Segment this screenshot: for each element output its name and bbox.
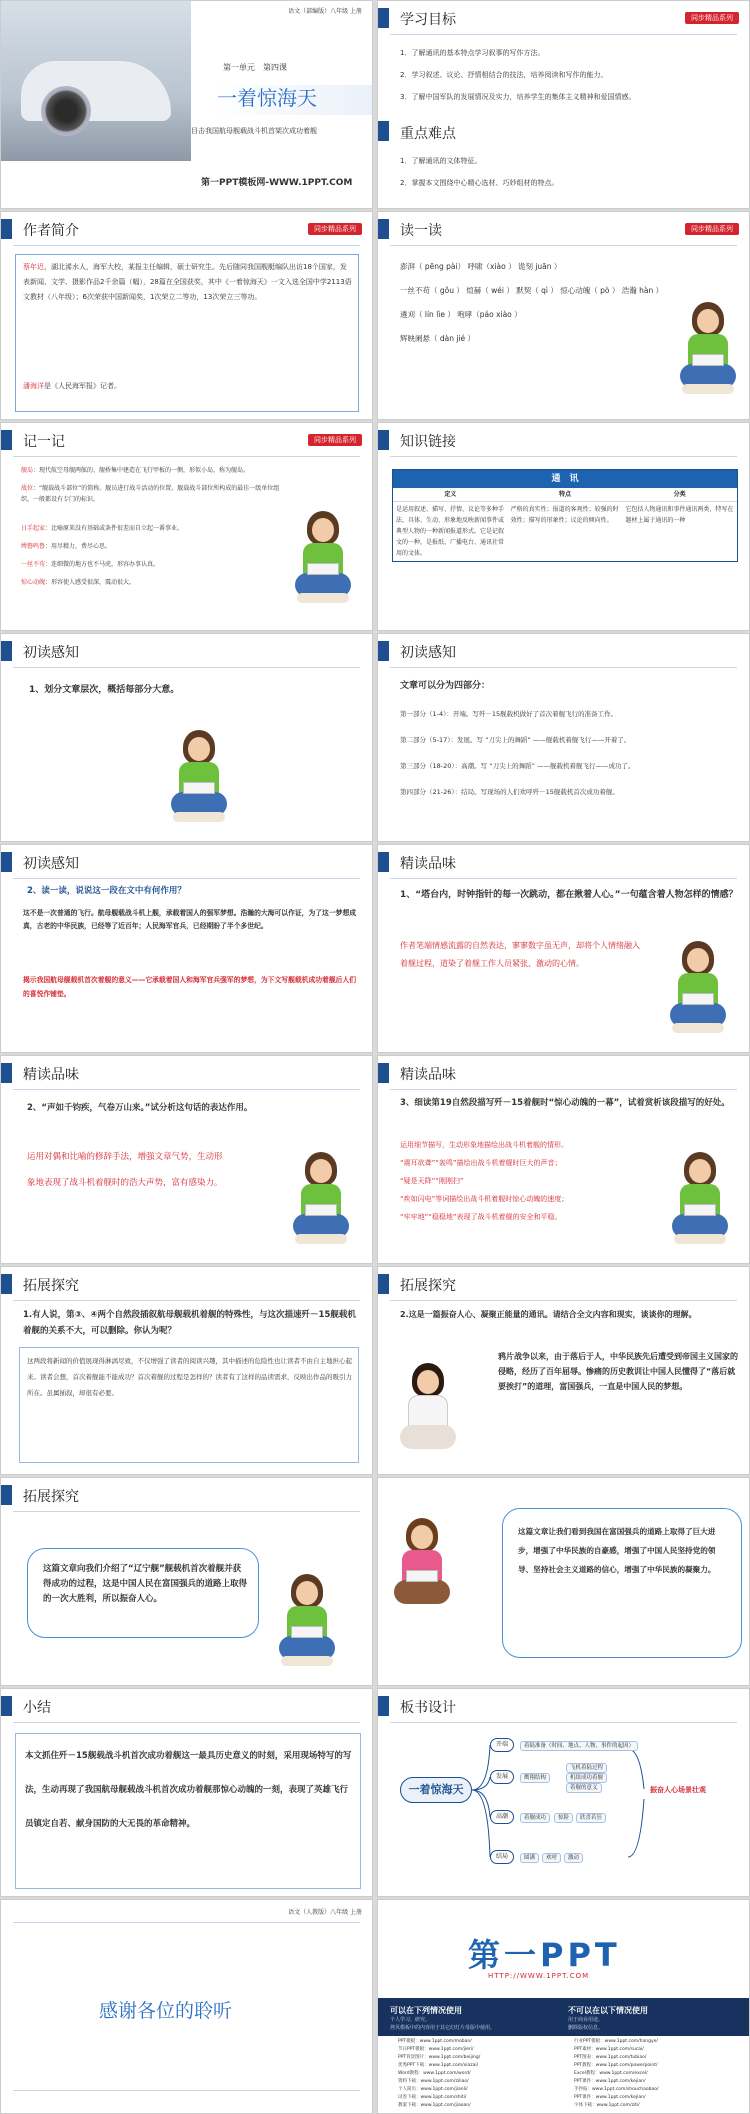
link-left-4[interactable]: 优秀PPT下载：www.1ppt.com/xiazai/: [398, 2063, 479, 2068]
slide-author[interactable]: [0, 211, 373, 420]
slide-title-text: 初读感知: [23, 856, 79, 872]
slide-title-text: 精读品味: [400, 1067, 456, 1083]
link-right-7[interactable]: 手抄报：www.1ppt.com/shouchaobao/: [574, 2087, 659, 2092]
cell-features: 严格的真实性；报道的客观性；较强的时效性；描写的形象性；议论的倾向性。: [510, 506, 619, 524]
can-title: 可以在下列情况使用: [390, 2006, 462, 2015]
airplane-photo: [1, 1, 191, 161]
leaf-climax-3: 欣喜若狂: [576, 1813, 606, 1823]
girl-reading-illustration: [670, 1152, 730, 1252]
part-2: 第二部分（5-17）：发展。写 “刀尖上的舞蹈” ——舰载机着舰飞行——开着了。: [400, 736, 631, 744]
col-definition: 定义: [444, 491, 457, 498]
question-text: 2、“声如千钧疾，气卷万山来。”试分析这句话的表达作用。: [27, 1103, 253, 1113]
goal-3: 3．了解中国军队的发展情况及实力，培养学生的集体主义精神和爱国情感。: [400, 93, 636, 101]
slide-first-read-3[interactable]: [0, 844, 373, 1053]
link-right-9[interactable]: 字体下载：www.1ppt.com/ziti/: [574, 2103, 640, 2108]
lesson-subtitle: 目击我国航母舰载战斗机首架次成功着舰: [191, 127, 317, 135]
bio-text: [23, 260, 353, 305]
question-text: 3、细读第19自然段描写歼－15着舰时“惊心动魄的一幕”，试着赏析该段描写的好处。: [400, 1098, 730, 1108]
analysis-3: “疑是天降”“刚刚扫”: [400, 1177, 464, 1185]
answer-text: 运用对偶和比喻的修辞手法，增强文章气势，生动形象地表现了战斗机着舰时的浩大声势，富有感染力。: [27, 1152, 223, 1188]
slide-title-text: 记一记: [23, 434, 65, 450]
link-right-3[interactable]: PPT图表：www.1ppt.com/tubiao/: [574, 2055, 647, 2060]
pinyin-line-4: 辉映阑悬（ dàn jié ）: [400, 334, 476, 343]
slide-header: [1, 1267, 372, 1301]
header-divider: [390, 456, 737, 457]
can-2: 拷贝模板中的内容用于其它幻灯片母版中使用。: [390, 2025, 496, 2031]
leaf-start: 着陆准备（时间、地点、人物、事件的起因）: [520, 1741, 638, 1751]
pinyin-line-1: 澎湃（ pēng pài） 呼啸（xiào ） 诡刻 juān ）: [400, 262, 562, 271]
question-text: 1、划分文章层次，概括每部分大意。: [29, 685, 180, 695]
term-5: 一丝不苟：连细微的地方也不马虎，形容办事认真。: [21, 561, 160, 568]
link-left-7[interactable]: 个人简历：www.1ppt.com/jianli/: [398, 2087, 468, 2092]
header-divider: [13, 1511, 360, 1512]
slide-header: [1, 423, 372, 457]
header-divider: [13, 878, 360, 879]
slide-vocabulary[interactable]: [0, 422, 373, 631]
can-1: 个人学习、研究。: [390, 2017, 431, 2023]
slide-header: [1, 212, 372, 246]
question-text: 1.有人说，第③、④两个自然段插叙航母舰载机着舰的特殊性，与这次描速歼－15舰载机着舰的关系不大，可以删除。你认为呢？: [23, 1310, 356, 1336]
header-tab: [1, 641, 12, 661]
slide-close-read-1[interactable]: [377, 844, 750, 1053]
link-right-4[interactable]: PPT教程：www.1ppt.com/powerpoint/: [574, 2063, 658, 2068]
slide-summary[interactable]: [0, 1688, 373, 1897]
girl-reading-illustration: [293, 511, 353, 611]
header-tab: [1, 1485, 12, 1505]
slide-header: [378, 423, 749, 457]
part-1: 第一部分（1-4）：开端。写歼－15舰载机做好了首次着舰飞行的准备工作。: [400, 710, 618, 718]
slide-first-read-1[interactable]: [0, 633, 373, 842]
header-tab: [378, 8, 389, 28]
slide-title-text: 拓展探究: [23, 1278, 79, 1294]
jet-engine-icon: [41, 86, 91, 136]
cell-definition: 是运用叙述、描写、抒情、议论等多种手法，具体、生动、形象地反映新闻事件或典型人物的一种新闻报道形式。它是记叙文的一种，是报纸、广播电台、通讯社常用的文体。: [396, 506, 505, 557]
slide-title-text: 拓展探究: [400, 1278, 456, 1294]
slide-title-text: 知识链接: [400, 434, 456, 450]
link-left-1[interactable]: PPT模板：www.1ppt.com/moban/: [398, 2039, 472, 2044]
slide-header: [378, 1, 749, 35]
series-badge: 同步精品系列: [685, 12, 739, 24]
slide-explore-1[interactable]: [0, 1266, 373, 1475]
slide-explore-2[interactable]: [377, 1266, 750, 1475]
slide-header: [378, 212, 749, 246]
girl-reading-illustration: [169, 730, 229, 830]
bubble-text: 这篇文章向我们介绍了“辽宁舰”舰载机首次着舰并获得成功的过程，这是中国人民在富国强兵的道路上取得的一次大胜利，所以振奋人心。: [43, 1564, 248, 1604]
slide-first-read-2[interactable]: [377, 633, 750, 842]
col-features: 特点: [559, 491, 572, 498]
leaf-climax-1: 着舰成功: [520, 1813, 550, 1823]
header-tab: [378, 852, 389, 872]
header-divider: [390, 667, 737, 668]
header-divider: [390, 245, 737, 246]
slide-thanks[interactable]: [0, 1899, 373, 2114]
cannot-2: 删除版权信息。: [568, 2025, 604, 2031]
slide-title-text: 读一读: [400, 223, 442, 239]
slide-header: [1, 1478, 372, 1512]
header-divider: [13, 245, 360, 246]
leaf-develop-1: 鹰翔结构: [520, 1773, 550, 1783]
analysis-2: “震耳欲聋”“轰鸣”描绘出战斗机着舰时巨大的声音；: [400, 1159, 562, 1167]
slide-title-text: 板书设计: [400, 1700, 456, 1716]
leaf-end-1: 圆满: [520, 1853, 539, 1863]
series-badge: 同步精品系列: [308, 434, 362, 446]
header-divider: [13, 1089, 360, 1090]
table-row: [393, 502, 737, 561]
slide-close-read-3[interactable]: [377, 1055, 750, 1264]
leaf-end-2: 欢呼: [542, 1853, 561, 1863]
girl-reading-illustration: [392, 1518, 458, 1618]
table-header-row: [393, 488, 737, 502]
cell-types: 它包括人物通讯和事件通讯两类，特写在题材上属于通讯的一种: [625, 506, 734, 524]
header-tab: [378, 1274, 389, 1294]
slide-reading[interactable]: [377, 211, 750, 420]
cannot-title: 不可以在以下情况使用: [568, 2006, 648, 2015]
header-tab: [1, 1063, 12, 1083]
term-2: 战位：“舰载战斗部位”的简称。舰员进行战斗活动的位置。舰载战斗部位所构成的最佳一级单位组织，一般都设有专门的标识。: [21, 485, 280, 503]
slide-title-text: 学习目标: [400, 12, 456, 28]
header-tab: [378, 430, 389, 450]
slide-close-read-2[interactable]: [0, 1055, 373, 1264]
term-6: 惊心动魄：形容使人感受很深，震动很大。: [21, 579, 136, 586]
header-tab: [378, 641, 389, 661]
slide-title-text: 作者简介: [23, 223, 79, 239]
second-name: 潘海洋: [23, 382, 44, 390]
bio-name: 蔡年迟: [23, 263, 44, 271]
leaf-develop-2: 飞机着陆过程: [566, 1763, 607, 1773]
header-tab: [378, 219, 389, 239]
node-start: 开端: [490, 1738, 514, 1752]
header-right: 语文（部编版）八年级 上册: [288, 8, 362, 15]
analysis-1: 运用细节描写，生动形象地描绘出战斗机着舰的情形。: [400, 1141, 568, 1149]
link-right-5[interactable]: Excel教程：www.1ppt.com/excel/: [574, 2071, 648, 2076]
header-tab: [378, 1063, 389, 1083]
slide-goals[interactable]: [377, 0, 750, 209]
analysis-4: “疾如闪电”等词描绘出战斗机着舰时惊心动魄的速度；: [400, 1195, 569, 1203]
pinyin-line-3: 遴刈（ lín lìe ） 咆哮（páo xiào ）: [400, 310, 522, 319]
girl-reading-illustration: [668, 941, 728, 1041]
link-left-5[interactable]: Word教程：www.1ppt.com/word/: [398, 2071, 471, 2076]
header-divider: [390, 1300, 737, 1301]
slide-explore-3[interactable]: [0, 1477, 373, 1686]
parts-intro: 文章可以分为四部分：: [400, 681, 491, 691]
answer-text: 作者笔端情感流露的自然表达，寥寥数字虽无声，却将个人情绪融入着舰过程，道染了着舰工作人员紧张、激动的心情。: [400, 941, 640, 968]
board-center: 一着惊海天: [400, 1777, 472, 1803]
summary-text: 本文抓住歼－15舰载战斗机首次成功着舰这一最具历史意义的时刻，采用现场特写的写法，生动再现了我国航母舰载战斗机首次成功着舰那惊心动魄的一刻，表现了英雄飞行员镇定自若、献身国防的大无畏的革命精神。: [25, 1751, 352, 1829]
slide-header: [378, 845, 749, 879]
girl-reading-illustration: [678, 302, 738, 402]
series-badge: 同步精品系列: [685, 223, 739, 235]
header-divider: [13, 456, 360, 457]
slide-board[interactable]: [377, 1688, 750, 1897]
slide-title-text: 拓展探究: [23, 1489, 79, 1505]
node-develop: 发展: [490, 1770, 514, 1784]
link-right-8[interactable]: PPT课件：www.1ppt.com/kejian/: [574, 2095, 646, 2100]
slide-title-text: 初读感知: [23, 645, 79, 661]
header-divider: [390, 878, 737, 879]
slide-header: [1, 634, 372, 668]
section-title-2: 重点难点: [400, 126, 456, 142]
col-types: 分类: [673, 491, 686, 498]
slide-explore-4[interactable]: [377, 1477, 750, 1686]
part-4: 第四部分（21-26）：结局。写现场的人们欢呼歼－15舰载机首次成功着舰。: [400, 788, 619, 796]
question-text: 1、“塔台内，时钟指针的每一次跳动，都在揪着人心。”一句蕴含着人物怎样的情感？: [400, 890, 738, 900]
link-left-2[interactable]: 节日PPT模板：www.1ppt.com/jieri/: [398, 2047, 474, 2052]
passage-text: 这不是一次普通的飞行。航母舰载战斗机上舰，承载着国人的强军梦想。浩瀚的大海可以作证，为了这一梦想成真，古老的中华民族，已经等了近百年；人民海军官兵，已经期盼了半个多世纪。: [23, 909, 357, 930]
term-4: 缚磐鸣鲁：用尽精力，费尽心思。: [21, 543, 112, 550]
header-tab: [1, 1274, 12, 1294]
bubble-text: 这篇文章让我们看到我国在富国强兵的道路上取得了巨大进步，增强了中华民族的自豪感，增强了中国人民坚持党的领导、坚持社会主义道路的信心，增强了中华民族的凝聚力。: [518, 1527, 716, 1574]
bottom-divider: [13, 2090, 360, 2091]
header-tab: [1, 430, 12, 450]
girl-reading-illustration: [277, 1574, 337, 1674]
header-tab: [1, 219, 12, 239]
link-left-9[interactable]: 教案下载：www.1ppt.com/jiaoan/: [398, 2103, 471, 2108]
brand-logo: 第一PPT: [468, 1936, 621, 1974]
analysis-5: “牢牢地”“稳稳地”表现了战斗机着舰的安全和平稳。: [400, 1213, 562, 1221]
node-end: 结局: [490, 1850, 514, 1864]
thanks-text: 感谢各位的聆听: [99, 2000, 233, 2022]
slide-header: [378, 1267, 749, 1301]
series-badge: 同步精品系列: [308, 223, 362, 235]
leaf-climax-2: 惊险: [554, 1813, 573, 1823]
links-left: [398, 2038, 558, 2110]
slide-title-text: 精读品味: [23, 1067, 79, 1083]
header-tab: [1, 1696, 12, 1716]
header-right: 语文（人教版）八年级 上册: [288, 1909, 362, 1916]
link-left-8[interactable]: 试卷下载：www.1ppt.com/shiti/: [398, 2095, 467, 2100]
focus-2: 2．掌握本文围绕中心精心选材、巧妙组材的特点。: [400, 179, 559, 187]
term-3: 日手起家：比喻原来没有基础或条件很差而自立起一番事业。: [21, 525, 184, 532]
girl-reading-illustration: [291, 1152, 351, 1252]
slide-header: [378, 1056, 749, 1090]
unit-label: 第一单元 第四课: [223, 63, 287, 72]
board-right-note: 振奋人心场景壮观: [650, 1786, 706, 1794]
site-label: 第一PPT模板网-WWW.1PPT.COM: [201, 178, 353, 188]
header-divider: [13, 1722, 360, 1723]
link-left-3[interactable]: PPT背景图片：www.1ppt.com/beijing/: [398, 2055, 481, 2060]
leaf-develop-3: 机组成功着舰: [566, 1773, 607, 1783]
brand-url: HTTP://WWW.1PPT.COM: [488, 1972, 590, 1980]
header-divider: [390, 1089, 737, 1090]
table-title: 通 讯: [393, 470, 737, 488]
slide-title-text: 精读品味: [400, 856, 456, 872]
links-right: [574, 2038, 744, 2110]
goal-1: 1．了解通讯的基本特点学习叙事的写作方法。: [400, 49, 545, 57]
slide-header: [1, 1689, 372, 1723]
goal-2: 2．学习叙述、议论、抒情相结合的技法，培养阅读和写作的能力。: [400, 71, 608, 79]
question-text: 2、读一读，说说这一段在文中有何作用？: [27, 886, 186, 896]
link-left-6[interactable]: 资料下载：www.1ppt.com/ziliao/: [398, 2079, 469, 2084]
header-tab: [1, 852, 12, 872]
header-divider: [13, 1300, 360, 1301]
header-divider: [13, 667, 360, 668]
lesson-title: 一着惊海天: [217, 86, 317, 110]
node-climax: 高潮: [490, 1810, 514, 1824]
answer-text: 鸦片战争以来，由于落后于人，中华民族先后遭受到帝国主义国家的侵略，经历了百年屈辱。惨痛的历史教训让中国人民懂得了“落后就要挨打”的道理，富国强兵，一直是中国人民的梦想。: [498, 1352, 738, 1391]
slide-header: [1, 845, 372, 879]
header-tab-2: [378, 121, 389, 141]
leaf-end-3: 激动: [564, 1853, 583, 1863]
term-1: 舰岛：现代航空母舰两舷的、舰桥集中建造在飞行甲板的一侧，形似小岛，称为舰岛。: [21, 467, 250, 474]
cannot-1: 用于商业用途。: [568, 2017, 604, 2023]
question-text: 2.这是一篇振奋人心、凝聚正能量的通讯。请结合全文内容和现实，谈谈你的理解。: [400, 1310, 697, 1319]
slide-title[interactable]: [0, 0, 373, 209]
link-right-1[interactable]: 行业PPT模板：www.1ppt.com/hangye/: [574, 2039, 658, 2044]
focus-1: 1．了解通讯的文体特征。: [400, 157, 482, 165]
genre-table: [392, 469, 738, 562]
slide-copyright[interactable]: [377, 1899, 750, 2114]
answer-text: 这两段将新闻的价值展现得淋漓尽致，不仅增强了读者的阅读兴趣，其中描述的危险性也让读者不由自主地担心起来。读者会想，首次着舰能不能成功？首次着舰的过程是怎样的？读者有了这样的品读需求，反映出作品的吸引力所在。虽属插叙，却很有必要。: [27, 1357, 352, 1397]
girl-thumbs-up-illustration: [398, 1363, 468, 1463]
part-3: 第三部分（18-20）：高潮。写 “刀尖上的舞蹈” ——舰载机着舰飞行——成功了。: [400, 762, 635, 770]
second-author: [23, 380, 353, 393]
leaf-develop-4: 着舰的意义: [566, 1783, 602, 1793]
slide-header: [1, 1056, 372, 1090]
top-divider: [13, 1922, 360, 1923]
slide-title-text: 初读感知: [400, 645, 456, 661]
link-right-6[interactable]: PPT课件：www.1ppt.com/kejian/: [574, 2079, 646, 2084]
answer-text: 揭示我国航母舰载机首次着舰的意义——它承载着国人和海军官兵强军的梦想，为下文写舰载机成功着舰后人们的喜悦作铺垫。: [23, 976, 357, 998]
slide-knowledge[interactable]: [377, 422, 750, 631]
second-body: 是《人民海军报》记者。: [44, 382, 121, 390]
header-divider: [390, 34, 737, 35]
slide-title-text: 小结: [23, 1700, 51, 1716]
bio-body: ，湖北浠水人，海军大校，某报主任编辑，硕士研究生。先后随同我国舰艇编队出访18个国家，发表新闻、文学、摄影作品2千余篇（幅），28篇在全国获奖，其中《一着惊海天》一文入选全国中学2113语文教材（八年级）；6次荣获中国新闻奖，1次荣立二等功，13次荣立三等功。: [23, 263, 352, 301]
slide-header: [378, 634, 749, 668]
pinyin-line-2: 一丝不苟（ gǒu ） 煊赫（ wéi ） 默契（ qì ） 惊心动魄（ pò ） 浩瀚 hàn ）: [400, 286, 664, 295]
link-right-2[interactable]: PPT素材：www.1ppt.com/sucai/: [574, 2047, 644, 2052]
